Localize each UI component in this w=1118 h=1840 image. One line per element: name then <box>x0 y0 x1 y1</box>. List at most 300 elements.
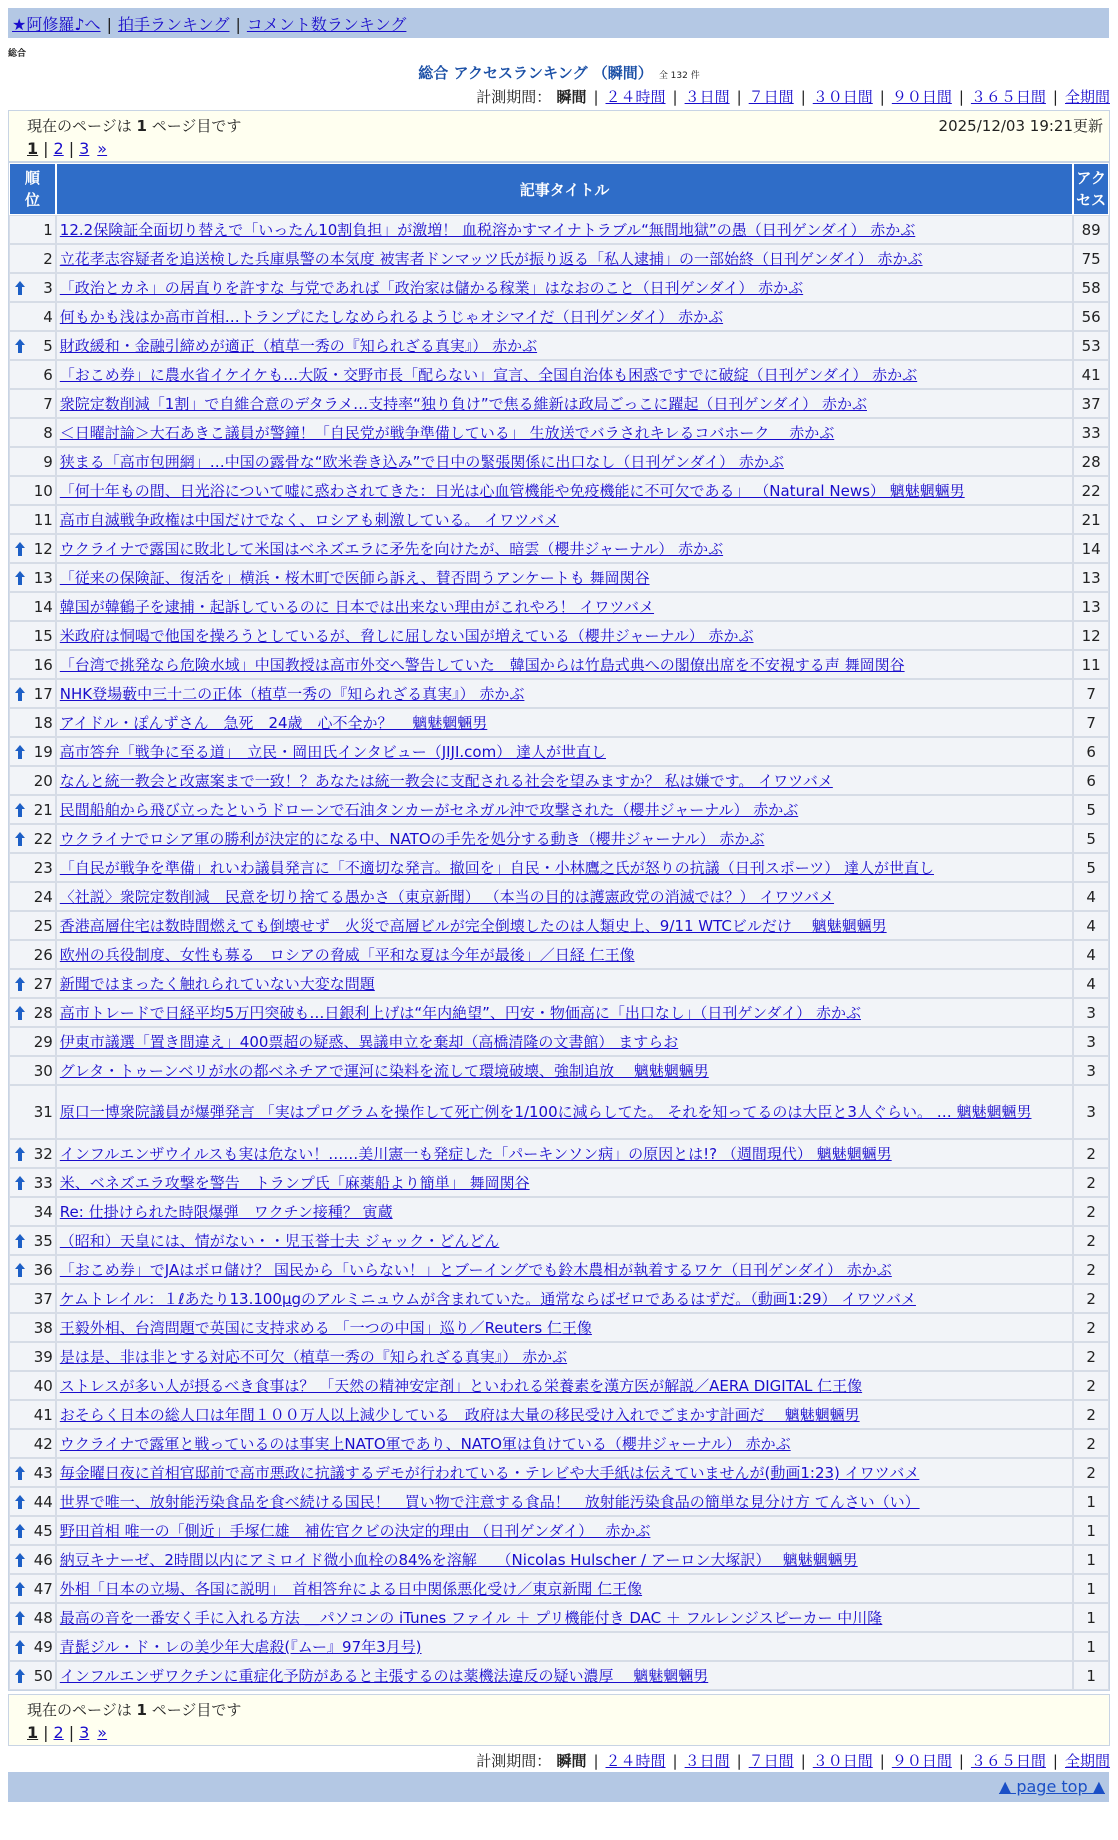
rank-cell <box>9 824 56 853</box>
title-cell <box>56 592 1074 621</box>
access-count: 3 <box>1073 1027 1109 1056</box>
access-count: 11 <box>1073 650 1109 679</box>
access-count: 1 <box>1073 1632 1109 1661</box>
pager-page-2[interactable]: 2 <box>53 1723 64 1742</box>
rank-cell <box>9 621 56 650</box>
period-selector-bottom <box>476 1750 1110 1771</box>
rank-number: 34 <box>33 1202 53 1221</box>
access-count: 3 <box>1073 1085 1109 1139</box>
article-title-link[interactable]: 毎金曜日夜に首相官邸前で高市悪政に抗議するデモが行われている・テレビや大手紙は伝えていませんが(動画1:23) イワツバメ <box>59 1464 920 1482</box>
rank-cell <box>9 969 56 998</box>
period-separator: | <box>958 1752 964 1770</box>
article-title-link[interactable]: 納豆キナーゼ、2時間以内にアミロイド微小血栓の84%を溶解 （Nicolas Hulscher / アーロン大塚訳） 魑魅魍魎男 <box>59 1551 858 1569</box>
rank-cell <box>9 1284 56 1313</box>
article-title-link[interactable]: おそらく日本の総人口は年間１００万人以上減少している 政府は大量の移民受け入れでごまかす計画だ 魑魅魍魎男 <box>59 1406 860 1424</box>
rank-number: 31 <box>33 1102 53 1121</box>
rank-number: 29 <box>33 1032 53 1051</box>
table-row <box>9 215 1109 244</box>
rank-cell <box>9 302 56 331</box>
rank-cell <box>9 563 56 592</box>
title-cell <box>56 1284 1074 1313</box>
access-count: 2 <box>1073 1168 1109 1197</box>
pager-separator: | <box>68 139 75 158</box>
comment-ranking-link[interactable]: コメント数ランキング <box>246 15 407 34</box>
rank-number: 4 <box>43 307 53 326</box>
period-option-5[interactable]: ９０日間 <box>891 1752 952 1770</box>
title-cell <box>56 911 1074 940</box>
access-count: 4 <box>1073 940 1109 969</box>
rank-cell <box>9 882 56 911</box>
rank-cell <box>9 998 56 1027</box>
rank-up-arrow-icon <box>15 745 25 759</box>
rank-number: 9 <box>43 452 53 471</box>
rank-cell <box>9 1085 56 1139</box>
rank-cell <box>9 766 56 795</box>
period-current: 瞬間 <box>551 1752 587 1770</box>
article-title-link[interactable]: （昭和）天皇には、情がない・・児玉誉士夫 ジャック・どんどん <box>59 1232 500 1250</box>
table-row <box>9 1342 1109 1371</box>
rank-number: 11 <box>33 510 53 529</box>
period-separator: | <box>593 1752 599 1770</box>
access-count: 56 <box>1073 302 1109 331</box>
rank-number: 39 <box>33 1347 53 1366</box>
rank-number: 37 <box>33 1289 53 1308</box>
article-title-link[interactable]: 「従来の保険証、復活を」横浜・桜木町で医師ら訴え、賛否問うアンケートも 舞岡関谷 <box>59 569 650 587</box>
rank-cell <box>9 1139 56 1168</box>
article-title-link[interactable]: 米、ベネズエラ攻撃を警告 トランプ氏「麻薬船より簡単」 舞岡関谷 <box>59 1174 530 1192</box>
rank-cell <box>9 505 56 534</box>
rank-cell <box>9 534 56 563</box>
title-cell <box>56 882 1074 911</box>
rank-number: 1 <box>43 220 53 239</box>
title-cell <box>56 389 1074 418</box>
article-title-link[interactable]: ウクライナでロシア軍の勝利が決定的になる中、NATOの手先を処分する動き（櫻井ジャーナル） 赤かぶ <box>59 830 765 848</box>
period-selector-top <box>476 86 1110 107</box>
rank-up-arrow-icon <box>15 803 25 817</box>
article-title-link[interactable]: なんと統一教会と改憲案まで一致！？あなたは統一教会に支配される社会を望みますか？ 私は嫌です。 イワツバメ <box>59 772 833 790</box>
article-title-link[interactable]: 高市答弁「戦争に至る道」 立民・岡田氏インタビュー（JIJI.com） 達人が世直し <box>59 743 606 761</box>
article-title-link[interactable]: 韓国が韓鶴子を逮捕・起訴しているのに 日本では出来ない理由がこれやろ！ イワツバメ <box>59 598 655 616</box>
rank-up-arrow-icon <box>15 571 25 585</box>
table-row <box>9 1197 1109 1226</box>
rank-up-arrow-icon <box>15 1524 25 1538</box>
article-title-link[interactable]: 香港高層住宅は数時間燃えても倒壊せず 火災で高層ビルが完全倒壊したのは人類史上、9/11 WTCビルだけ 魑魅魍魎男 <box>59 917 887 935</box>
title-cell <box>56 1168 1074 1197</box>
rank-cell <box>9 1027 56 1056</box>
title-cell <box>56 1085 1074 1139</box>
title-cell <box>56 650 1074 679</box>
table-row <box>9 650 1109 679</box>
access-count: 4 <box>1073 969 1109 998</box>
rank-cell <box>9 447 56 476</box>
rank-number: 48 <box>33 1608 53 1627</box>
rank-number: 3 <box>43 278 53 297</box>
table-row <box>9 1545 1109 1574</box>
ranking-title-line <box>0 62 1118 83</box>
article-title-link[interactable]: 是は是、非は非とする対応不可欠（植草一秀の『知られざる真実』） 赤かぶ <box>59 1348 568 1366</box>
rank-up-arrow-icon <box>15 542 25 556</box>
article-title-link[interactable]: アイドル・ぽんずさん 急死 24歳 心不全か？ 魑魅魍魎男 <box>59 714 488 732</box>
rank-number: 50 <box>33 1666 53 1685</box>
access-count: 7 <box>1073 679 1109 708</box>
article-title-link[interactable]: Re: 仕掛けられた時限爆弾 ワクチン接種？ 寅蔵 <box>59 1203 393 1221</box>
title-cell <box>56 1574 1074 1603</box>
rank-cell <box>9 360 56 389</box>
table-row <box>9 1056 1109 1085</box>
title-cell <box>56 563 1074 592</box>
title-cell <box>56 1313 1074 1342</box>
title-cell <box>56 708 1074 737</box>
pager-page-2[interactable]: 2 <box>53 139 64 158</box>
table-row <box>9 592 1109 621</box>
table-row <box>9 505 1109 534</box>
rank-up-arrow-icon <box>15 1553 25 1567</box>
period-separator: | <box>958 88 964 106</box>
rank-number: 42 <box>33 1434 53 1453</box>
page-info: 現在のページは 1 ページ目です <box>27 1701 242 1719</box>
access-count: 58 <box>1073 273 1109 302</box>
title-cell <box>56 621 1074 650</box>
table-row <box>9 534 1109 563</box>
article-title-link[interactable]: 「台湾で挑発なら危険水域」中国教授は高市外交へ警告していた 韓国からは竹島式典への閣僚出席を不安視する声 舞岡関谷 <box>59 656 905 674</box>
period-separator: | <box>1052 1752 1058 1770</box>
pager-separator: | <box>43 139 49 158</box>
rank-number: 46 <box>33 1550 53 1569</box>
access-count: 2 <box>1073 1284 1109 1313</box>
access-count: 75 <box>1073 244 1109 273</box>
article-title-link[interactable]: 衆院定数削減「1割」で自維合意のデタラメ…支持率“独り負け”で焦る維新は政局ごっこに躍起（日刊ゲンダイ） 赤かぶ <box>59 395 867 413</box>
article-title-link[interactable]: ウクライナで露国に敗北して米国はベネズエラに矛先を向けたが、暗雲（櫻井ジャーナル） 赤かぶ <box>59 540 724 558</box>
article-title-link[interactable]: 立花孝志容疑者を追送検した兵庫県警の本気度 被害者ドンマッツ氏が振り返る「私人逮捕」の一部始終（日刊ゲンダイ） 赤かぶ <box>59 250 923 268</box>
article-title-link[interactable]: ＜日曜討論＞大石あきこ議員が警鐘！「自民党が戦争準備している」 生放送でバラされキレるコバホーク 赤かぶ <box>59 424 835 442</box>
table-row <box>9 621 1109 650</box>
rank-number: 5 <box>43 336 53 355</box>
period-option-6[interactable]: ３６５日間 <box>970 88 1046 106</box>
table-row <box>9 1313 1109 1342</box>
article-title-link[interactable]: 民間船舶から飛び立ったというドローンで石油タンカーがセネガル沖で攻撃された（櫻井ジャーナル） 赤かぶ <box>59 801 799 819</box>
table-row <box>9 882 1109 911</box>
pager-separator: | <box>68 1723 75 1742</box>
rank-cell <box>9 853 56 882</box>
period-option-7[interactable]: 全期間 <box>1064 88 1110 106</box>
period-label: 計測期間： <box>476 88 552 106</box>
period-option-6[interactable]: ３６５日間 <box>970 1752 1046 1770</box>
rank-up-arrow-icon <box>15 1147 25 1161</box>
table-row <box>9 418 1109 447</box>
rank-number: 40 <box>33 1376 53 1395</box>
table-row <box>9 1632 1109 1661</box>
title-cell <box>56 331 1074 360</box>
rank-cell <box>9 795 56 824</box>
title-cell <box>56 1255 1074 1284</box>
title-cell <box>56 244 1074 273</box>
article-title-link[interactable]: 原口一博衆院議員が爆弾発言 「実はプログラムを操作して死亡例を1/100に減らしてた。 それを知ってるのは大臣と3人ぐらい。 … 魑魅魍魎男 <box>59 1102 1032 1121</box>
article-title-link[interactable]: 高市トレードで日経平均5万円突破も…日銀利上げは“年内絶望”、円安・物価高に「出口なし」（日刊ゲンダイ） 赤かぶ <box>59 1004 861 1022</box>
rank-up-arrow-icon <box>15 832 25 846</box>
article-title-link[interactable]: 〈社説〉衆院定数削減 民意を切り捨てる愚かさ（東京新聞） （本当の目的は護憲政党の消滅では？） イワツバメ <box>59 888 835 906</box>
table-row <box>9 1027 1109 1056</box>
period-separator: | <box>879 88 885 106</box>
rank-number: 7 <box>43 394 53 413</box>
title-cell <box>56 476 1074 505</box>
title-cell <box>56 824 1074 853</box>
table-row <box>9 708 1109 737</box>
article-title-link[interactable]: 米政府は恫喝で他国を操ろうとしているが、脅しに屈しない国が増えている（櫻井ジャーナル） 赤かぶ <box>59 627 754 645</box>
period-option-3[interactable]: ７日間 <box>748 1752 794 1770</box>
rank-cell <box>9 215 56 244</box>
table-row <box>9 853 1109 882</box>
access-count: 1 <box>1073 1574 1109 1603</box>
article-title-link[interactable]: 欧州の兵役制度、女性も募る ロシアの脅威「平和な夏は今年が最後」／日経 仁王像 <box>59 946 635 964</box>
article-title-link[interactable]: 財政緩和・金融引締めが適正（植草一秀の『知られざる真実』） 赤かぶ <box>59 337 538 355</box>
rank-number: 10 <box>33 481 53 500</box>
article-title-link[interactable]: 野田首相 唯一の「側近」手塚仁雄 補佐官クビの決定的理由 （日刊ゲンダイ） 赤かぶ <box>59 1522 651 1540</box>
period-option-4[interactable]: ３０日間 <box>812 88 873 106</box>
rank-cell <box>9 273 56 302</box>
access-count: 13 <box>1073 563 1109 592</box>
rank-cell <box>9 1603 56 1632</box>
page-info-box-top <box>8 110 1110 162</box>
table-row <box>9 1400 1109 1429</box>
access-count: 5 <box>1073 824 1109 853</box>
access-count: 2 <box>1073 1342 1109 1371</box>
title-cell <box>56 1603 1074 1632</box>
period-option-3[interactable]: ７日間 <box>748 88 794 106</box>
title-cell <box>56 766 1074 795</box>
access-count: 2 <box>1073 1458 1109 1487</box>
period-option-2[interactable]: ３日間 <box>684 88 730 106</box>
period-option-1[interactable]: ２４時間 <box>605 88 666 106</box>
table-row <box>9 1371 1109 1400</box>
table-row <box>9 940 1109 969</box>
rank-cell <box>9 1458 56 1487</box>
period-option-2[interactable]: ３日間 <box>684 1752 730 1770</box>
article-title-link[interactable]: ストレスが多い人が摂るべき食事は？ 「天然の精神安定剤」といわれる栄養素を漢方医が解説／AERA DIGITAL 仁王像 <box>59 1377 863 1395</box>
access-count: 13 <box>1073 592 1109 621</box>
period-separator: | <box>672 88 678 106</box>
pager-page-3[interactable]: 3 <box>79 139 90 158</box>
table-row <box>9 273 1109 302</box>
rank-number: 15 <box>33 626 53 645</box>
access-count: 6 <box>1073 766 1109 795</box>
rank-cell <box>9 1516 56 1545</box>
title-cell <box>56 998 1074 1027</box>
rank-number: 21 <box>33 800 53 819</box>
page-info-box-bottom <box>8 1694 1110 1746</box>
rank-cell <box>9 331 56 360</box>
access-count: 5 <box>1073 795 1109 824</box>
access-count: 3 <box>1073 1056 1109 1085</box>
rank-cell <box>9 679 56 708</box>
period-option-1[interactable]: ２４時間 <box>605 1752 666 1770</box>
access-count: 1 <box>1073 1516 1109 1545</box>
article-title-link[interactable]: ウクライナで露軍と戦っているのは事実上NATO軍であり、NATO軍は負けている（櫻井ジャーナル） 赤かぶ <box>59 1435 791 1453</box>
title-cell <box>56 1429 1074 1458</box>
table-row <box>9 1661 1109 1690</box>
table-row <box>9 679 1109 708</box>
access-count: 2 <box>1073 1313 1109 1342</box>
section-label: 総合 <box>8 49 27 59</box>
table-header-row <box>9 163 1109 215</box>
title-cell <box>56 534 1074 563</box>
rank-number: 14 <box>33 597 53 616</box>
rank-cell <box>9 592 56 621</box>
table-row <box>9 795 1109 824</box>
article-title-link[interactable]: 狭まる「高市包囲網」…中国の露骨な“欧米巻き込み”で日中の緊張関係に出口なし（日刊ゲンダイ） 赤かぶ <box>59 453 784 471</box>
access-count: 2 <box>1073 1197 1109 1226</box>
rank-number: 2 <box>43 249 53 268</box>
article-title-link[interactable]: 外相「日本の立場、各国に説明」 首相答弁による日中関係悪化受け／東京新聞 仁王像 <box>59 1580 643 1598</box>
article-title-link[interactable]: 「自民が戦争を準備」れいわ議員発言に「不適切な発言。撤回を」自民・小林鷹之氏が怒りの抗議（日刊スポーツ） 達人が世直し <box>59 859 934 877</box>
table-row <box>9 766 1109 795</box>
article-title-link[interactable]: 青髭ジル・ド・レの美少年大虐殺(『ムー』97年3月号) <box>59 1638 422 1656</box>
table-row <box>9 911 1109 940</box>
title-cell <box>56 1458 1074 1487</box>
article-title-link[interactable]: 高市自滅戦争政権は中国だけでなく、ロシアも刺激している。 イワツバメ <box>59 511 559 529</box>
access-count: 89 <box>1073 215 1109 244</box>
rank-up-arrow-icon <box>15 1640 25 1654</box>
access-count: 2 <box>1073 1255 1109 1284</box>
article-title-link[interactable]: 「おこめ券」に農水省イケイケも…大阪・交野市長「配らない」宣言、全国自治体も困惑ですでに破綻（日刊ゲンダイ） 赤かぶ <box>59 366 918 384</box>
rank-up-arrow-icon <box>15 1495 25 1509</box>
article-title-link[interactable]: 何もかも浅はか高市首相…トランプにたしなめられるようじゃオシマイだ（日刊ゲンダイ） 赤かぶ <box>59 308 724 326</box>
pager-next[interactable]: » <box>97 1723 108 1742</box>
period-separator: | <box>800 88 806 106</box>
rank-number: 27 <box>33 974 53 993</box>
rank-cell <box>9 418 56 447</box>
title-cell <box>56 1139 1074 1168</box>
rank-number: 13 <box>33 568 53 587</box>
title-cell <box>56 1371 1074 1400</box>
rank-number: 45 <box>33 1521 53 1540</box>
rank-cell <box>9 1168 56 1197</box>
title-cell <box>56 1226 1074 1255</box>
article-title-link[interactable]: 「おこめ券」でJAはボロ儲け？ 国民から「いらない！」とブーイングでも鈴木農相が執着するワケ（日刊ゲンダイ） 赤かぶ <box>59 1261 892 1279</box>
access-count: 5 <box>1073 853 1109 882</box>
article-title-link[interactable]: 新聞ではまったく触れられていない大変な問題 <box>59 975 375 993</box>
header-access: アクセス <box>1073 163 1109 215</box>
article-title-link[interactable]: 伊東市議選「置き間違え」400票超の疑惑、異議申立を棄却（高橋清隆の文書館） ますらお <box>59 1033 679 1051</box>
rank-up-arrow-icon <box>15 281 25 295</box>
rank-number: 24 <box>33 887 53 906</box>
rank-cell <box>9 1197 56 1226</box>
rank-cell <box>9 244 56 273</box>
rank-number: 19 <box>33 742 53 761</box>
page-top-link[interactable]: ▲ page top ▲ <box>998 1777 1105 1796</box>
article-title-link[interactable]: NHK登場藪中三十二の正体（植草一秀の『知られざる真実』） 赤かぶ <box>59 685 525 703</box>
table-row <box>9 331 1109 360</box>
rank-number: 16 <box>33 655 53 674</box>
article-title-link[interactable]: インフルエンザワクチンに重症化予防があると主張するのは薬機法違反の疑い濃厚 魑魅魍魎男 <box>59 1667 709 1685</box>
home-link[interactable]: ★阿修羅♪へ <box>12 15 101 34</box>
title-cell <box>56 360 1074 389</box>
period-option-4[interactable]: ３０日間 <box>812 1752 873 1770</box>
access-count: 1 <box>1073 1545 1109 1574</box>
rank-number: 33 <box>33 1173 53 1192</box>
article-title-link[interactable]: 世界で唯一、放射能汚染食品を食べ続ける国民！ 買い物で注意する食品！ 放射能汚染食品の簡単な見分け方 てんさい（い） <box>59 1493 920 1511</box>
rank-number: 22 <box>33 829 53 848</box>
access-count: 4 <box>1073 911 1109 940</box>
table-row <box>9 1168 1109 1197</box>
access-count: 6 <box>1073 737 1109 766</box>
table-row <box>9 302 1109 331</box>
nav-separator: | <box>235 15 241 34</box>
rank-number: 43 <box>33 1463 53 1482</box>
table-row <box>9 1085 1109 1139</box>
access-count: 33 <box>1073 418 1109 447</box>
rank-up-arrow-icon <box>15 339 25 353</box>
table-row <box>9 969 1109 998</box>
rank-cell <box>9 737 56 766</box>
article-title-link[interactable]: ケムトレイル：１ℓあたり13.100μgのアルミニュウムが含まれていた。通常ならばゼロであるはずだ。（動画1:29） イワツバメ <box>59 1290 916 1308</box>
period-current: 瞬間 <box>551 88 587 106</box>
title-cell <box>56 418 1074 447</box>
nav-separator: | <box>106 15 112 34</box>
rank-up-arrow-icon <box>15 977 25 991</box>
access-count: 1 <box>1073 1603 1109 1632</box>
table-row <box>9 1487 1109 1516</box>
rank-number: 44 <box>33 1492 53 1511</box>
article-title-link[interactable]: グレタ・トゥーンベリが水の都ベネチアで運河に染料を流して環境破壊、強制追放 魑魅魍魎男 <box>59 1062 709 1080</box>
access-count: 1 <box>1073 1487 1109 1516</box>
article-title-link[interactable]: 「政治とカネ」の居直りを許すな 与党であれば「政治家は儲かる稼業」はなおのこと（日刊ゲンダイ） 赤かぶ <box>59 279 804 297</box>
total-count: 全 132 件 <box>658 71 700 81</box>
access-count: 28 <box>1073 447 1109 476</box>
rank-up-arrow-icon <box>15 1263 25 1277</box>
period-separator: | <box>1052 88 1058 106</box>
article-title-link[interactable]: 王毅外相、台湾問題で英国に支持求める 「一つの中国」巡り／Reuters 仁王像 <box>59 1319 592 1337</box>
rank-number: 36 <box>33 1260 53 1279</box>
access-count: 41 <box>1073 360 1109 389</box>
access-count: 7 <box>1073 708 1109 737</box>
title-cell <box>56 273 1074 302</box>
title-cell <box>56 1197 1074 1226</box>
rank-number: 18 <box>33 713 53 732</box>
rank-cell <box>9 1487 56 1516</box>
article-title-link[interactable]: 「何十年もの間、日光浴について嘘に惑わされてきた：日光は心血管機能や免疫機能に不可欠である」 （Natural News） 魑魅魍魎男 <box>59 482 965 500</box>
table-row <box>9 1255 1109 1284</box>
rank-cell <box>9 708 56 737</box>
pager-next[interactable]: » <box>97 139 108 158</box>
title-cell <box>56 1400 1074 1429</box>
top-nav-bar <box>8 8 1109 38</box>
table-row <box>9 1516 1109 1545</box>
title-cell <box>56 1056 1074 1085</box>
table-row <box>9 476 1109 505</box>
rank-number: 23 <box>33 858 53 877</box>
rank-cell <box>9 1545 56 1574</box>
period-option-5[interactable]: ９０日間 <box>891 88 952 106</box>
clap-ranking-link[interactable]: 拍手ランキング <box>117 15 230 34</box>
updated-time: 2025/12/03 19:21更新 <box>938 117 1103 135</box>
rank-cell <box>9 1661 56 1690</box>
title-cell <box>56 1487 1074 1516</box>
page-info: 現在のページは 1 ページ目です <box>27 117 242 135</box>
table-row <box>9 1429 1109 1458</box>
article-title-link[interactable]: 12.2保険証全面切り替えで「いったん10割負担」が激増！ 血税溶かすマイナトラブル“無間地獄”の愚（日刊ゲンダイ） 赤かぶ <box>59 221 916 239</box>
title-cell <box>56 737 1074 766</box>
rank-number: 17 <box>33 684 53 703</box>
ranking-table <box>8 162 1110 1691</box>
table-row <box>9 447 1109 476</box>
table-row <box>9 824 1109 853</box>
period-label: 計測期間： <box>476 1752 552 1770</box>
period-option-7[interactable]: 全期間 <box>1064 1752 1110 1770</box>
article-title-link[interactable]: 最高の音を一番安く手に入れる方法 ＿パソコンの iTunes ファイル ＋ プリ機能付き DAC ＋ フルレンジスピーカー 中川隆 <box>59 1609 883 1627</box>
title-cell <box>56 969 1074 998</box>
article-title-link[interactable]: インフルエンザウイルスも実は危ない！……美川憲一も発症した「パーキンソン病」の原因とは!? （週間現代） 魑魅魍魎男 <box>59 1145 892 1163</box>
pager-page-3[interactable]: 3 <box>79 1723 90 1742</box>
